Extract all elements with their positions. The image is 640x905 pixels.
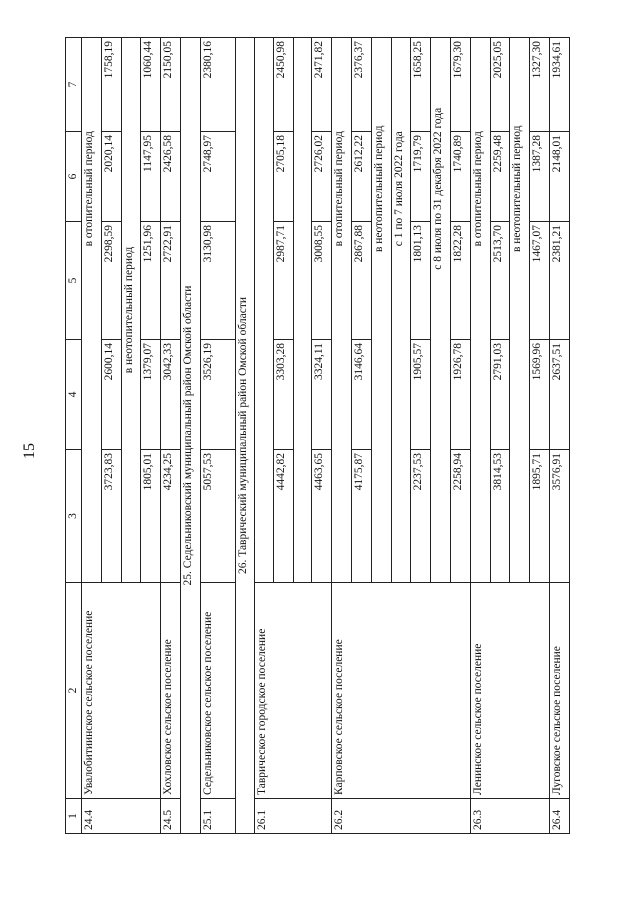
col-header-1: 1 [66,799,82,834]
cell [371,450,391,583]
value-cell: 3814,53 [490,450,510,583]
value-cell: 1251,96 [141,222,161,340]
value-cell: 1147,95 [141,132,161,222]
tariff-table [65,37,570,834]
settlement-name: Хохловское сельское поселение [161,583,181,799]
value-cell: 1805,01 [141,450,161,583]
period-label: в неотопительный период [121,38,141,583]
value-cell: 2471,82 [312,38,332,132]
cell [470,340,490,450]
page-number: 15 [21,443,38,459]
value-cell: 3303,28 [273,340,293,450]
value-cell: 2298,59 [101,222,121,340]
table-row [470,38,490,834]
value-cell: 1934,61 [550,38,570,132]
table-row [550,38,570,834]
district-heading: 25. Седельниковский муниципальный район Омской области [181,38,201,834]
table-row [332,38,352,834]
value-cell: 2987,71 [273,222,293,340]
settlement-name: Луговское сельское поселение [550,583,570,799]
cell [510,340,530,450]
cell [255,450,274,583]
cell [391,340,411,450]
row-number: 24.4 [82,799,161,834]
row-number: 26.1 [255,799,332,834]
period-label: в отопительный период [332,38,352,340]
value-cell: 4463,65 [312,450,332,583]
district-heading-row [181,38,201,834]
table-row [255,38,274,834]
value-cell: 2612,22 [351,132,371,222]
value-cell: 2637,51 [550,340,570,450]
cell [293,450,312,583]
cell [82,340,102,450]
row-number: 26.2 [332,799,471,834]
value-cell: 4442,82 [273,450,293,583]
cell [255,340,274,450]
value-cell: 1658,25 [411,38,431,132]
value-cell: 2025,05 [490,38,510,132]
cell [82,450,102,583]
value-cell: 1801,13 [411,222,431,340]
cell [391,450,411,583]
period-label: в неотопительный период [510,38,530,340]
header-row [66,38,82,834]
value-cell: 2150,05 [161,38,181,132]
value-cell: 1926,78 [451,340,471,450]
col-header-4: 4 [66,340,82,450]
value-cell: 1327,30 [530,38,550,132]
value-cell: 4234,25 [161,450,181,583]
value-cell: 1060,44 [141,38,161,132]
value-cell: 2450,98 [273,38,293,132]
value-cell: 2259,48 [490,132,510,222]
table-row [200,38,235,834]
value-cell: 2600,14 [101,340,121,450]
col-header-7: 7 [66,38,82,132]
value-cell: 1719,79 [411,132,431,222]
value-cell: 2513,70 [490,222,510,340]
value-cell: 2020,14 [101,132,121,222]
district-heading-row [235,38,255,834]
district-heading: 26. Таврический муниципальный район Омской области [235,38,255,834]
settlement-name: Увалобитиинское сельское поселение [82,583,161,799]
value-cell: 1822,28 [451,222,471,340]
value-cell: 2381,21 [550,222,570,340]
period-label: в отопительный период [470,38,490,340]
value-cell: 3042,33 [161,340,181,450]
value-cell: 3526,19 [200,340,235,450]
value-cell: 3008,55 [312,222,332,340]
row-number: 26.3 [470,799,549,834]
row-number: 26.4 [550,799,570,834]
cell [431,340,451,450]
row-number: 24.5 [161,799,181,834]
value-cell: 4175,87 [351,450,371,583]
value-cell: 1758,19 [101,38,121,132]
col-header-6: 6 [66,132,82,222]
cell [332,450,352,583]
value-cell: 2148,01 [550,132,570,222]
col-header-2: 2 [66,583,82,799]
value-cell: 1387,28 [530,132,550,222]
settlement-name: Ленинское сельское поселение [470,583,549,799]
tariff-table-container [65,38,570,834]
period-label: в неотопительный период [371,38,391,340]
value-cell: 2791,03 [490,340,510,450]
value-cell: 2237,53 [411,450,431,583]
cell [293,340,312,450]
value-cell: 2748,97 [200,132,235,222]
period-label: с 1 по 7 июля 2022 года [391,38,411,340]
settlement-name: Таврическое городское поселение [255,583,332,799]
col-header-5: 5 [66,222,82,340]
value-cell: 3723,83 [101,450,121,583]
value-cell: 3146,64 [351,340,371,450]
value-cell: 2380,16 [200,38,235,132]
cell [431,450,451,583]
value-cell: 1379,07 [141,340,161,450]
value-cell: 2426,58 [161,132,181,222]
value-cell: 2258,94 [451,450,471,583]
value-cell: 1905,57 [411,340,431,450]
value-cell: 3576,91 [550,450,570,583]
table-row [161,38,181,834]
value-cell: 1569,96 [530,340,550,450]
settlement-name: Седельниковское сельское поселение [200,583,235,799]
cell [470,450,490,583]
period-label: с 8 июля по 31 декабря 2022 года [431,38,451,340]
value-cell: 1740,89 [451,132,471,222]
settlement-name: Карповское сельское поселение [332,583,471,799]
cell [371,340,391,450]
value-cell: 2722,91 [161,222,181,340]
period-label: в отопительный период [82,38,102,340]
cell [510,450,530,583]
period-label [293,38,312,340]
value-cell: 1679,30 [451,38,471,132]
value-cell: 5057,53 [200,450,235,583]
cell [332,340,352,450]
value-cell: 1895,71 [530,450,550,583]
table-row [82,38,102,834]
value-cell: 1467,07 [530,222,550,340]
value-cell: 2867,88 [351,222,371,340]
value-cell: 3130,98 [200,222,235,340]
value-cell: 2376,37 [351,38,371,132]
row-number: 25.1 [200,799,235,834]
col-header-3: 3 [66,450,82,583]
value-cell: 3324,11 [312,340,332,450]
period-label [255,38,274,340]
value-cell: 2726,02 [312,132,332,222]
value-cell: 2705,18 [273,132,293,222]
